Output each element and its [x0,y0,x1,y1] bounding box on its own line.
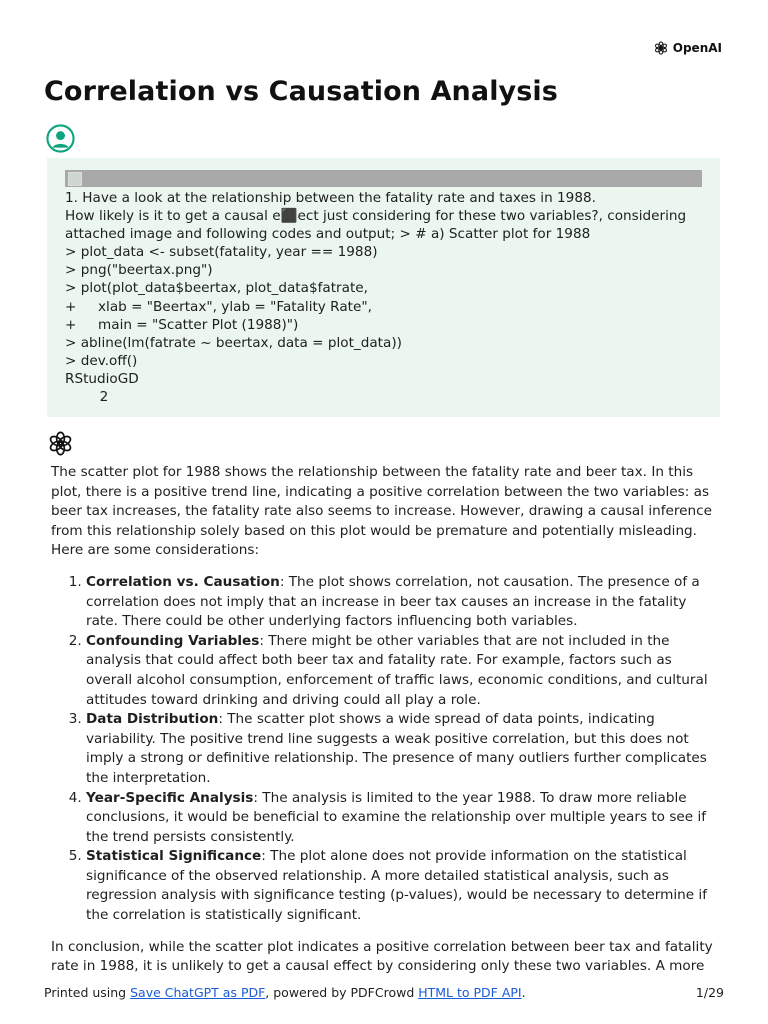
page-number: 1/29 [695,985,724,1000]
item-term: Data Distribution [86,711,219,728]
user-icon [46,124,75,153]
openai-logo-icon [46,429,75,458]
footer-powered-by: , powered by PDFCrowd [265,985,419,1000]
list-item [86,789,721,848]
item-term: Year-Specific Analysis [86,789,254,806]
user-avatar [46,124,75,153]
list-item [86,710,721,788]
page-title: Correlation vs Causation Analysis [44,76,558,107]
item-term: Confounding Variables [86,632,260,649]
broken-image-icon [68,172,82,186]
considerations-list [51,573,721,926]
item-text: : The plot shows correlation, not causation. The presence of a correlation does not imply that an increase in beer tax causes an increase in the fatality rate. There could be other underlying factors influencing both variables. [86,573,700,630]
item-term: Correlation vs. Causation [86,573,280,590]
item-text: : There might be other variables that are not included in the analysis that could affect both beer tax and fatality rate. For example, factors such as overall alcohol consumption, enforcement of traffic laws, economic conditions, and cultural attitudes toward drinking and driving could all play a role. [86,632,708,708]
footer-period: . [521,985,526,1000]
page-footer [44,985,724,1000]
openai-logo-icon [653,40,669,56]
user-prompt [47,158,720,417]
item-text: : The plot alone does not provide information on the statistical significance of the observed relationship. A more detailed statistical analysis, such as regression analysis with significance testing (p-values), would be necessary to determine if the correlation is statistically significant. [86,848,707,924]
save-chatgpt-pdf-link[interactable]: Save ChatGPT as PDF [130,985,266,1000]
list-item [86,573,721,632]
answer-conclusion: In conclusion, while the scatter plot indicates a positive correlation between beer tax and fatality rate in 1988, it is unlikely to get a causal effect by considering only these two variables. A more [51,938,713,975]
item-text: : The analysis is limited to the year 1988. To draw more reliable conclusions, it would be beneficial to examine the relationship over multiple years to see if the trend persists consistently. [86,789,707,845]
broken-image-placeholder [65,170,702,187]
item-term: Statistical Significance [86,848,262,865]
brand-logo [653,40,722,56]
list-item [86,847,721,925]
footer-printed-using: Printed using [44,985,131,1000]
brand-name: OpenAI [672,41,722,55]
html-to-pdf-api-link[interactable]: HTML to PDF API [418,985,522,1000]
assistant-answer [51,463,721,977]
item-text: : The scatter plot shows a wide spread of data points, indicating variability. The positive trend line suggests a weak positive correlation, but this does not imply a strong or definitive relationship. The presence of many outliers further complicates the interpretation. [86,711,707,786]
assistant-avatar [46,429,75,458]
list-item [86,632,721,710]
prompt-text: 1. Have a look at the relationship between the fatality rate and taxes in 1988. How likely is it to get a causal e⬛ect just considering for these two variables?, considering attached image and following codes and output; > # a) Scatter plot for 1988 > plot_data <- subset(fatality, year == 1988) > png("beertax.png") > plot(plot_data$beertax, plot_data$fatrate, + xlab = "Beertax", ylab = "Fatality Rate", + main = "Scatter Plot (1988)") > abline(lm(fatrate ~ beertax, data = plot_data)) > dev.off() RStudioGD 2 [65,190,687,406]
answer-intro: The scatter plot for 1988 shows the relationship between the fatality rate and beer tax. In this plot, there is a positive trend line, indicating a positive correlation between the two variables: as beer tax increases, the fatality rate also seems to increase. However, drawing a causal inference from this relationship solely based on this plot would be premature and potentially misleading. Here are some considerations: [51,464,712,559]
